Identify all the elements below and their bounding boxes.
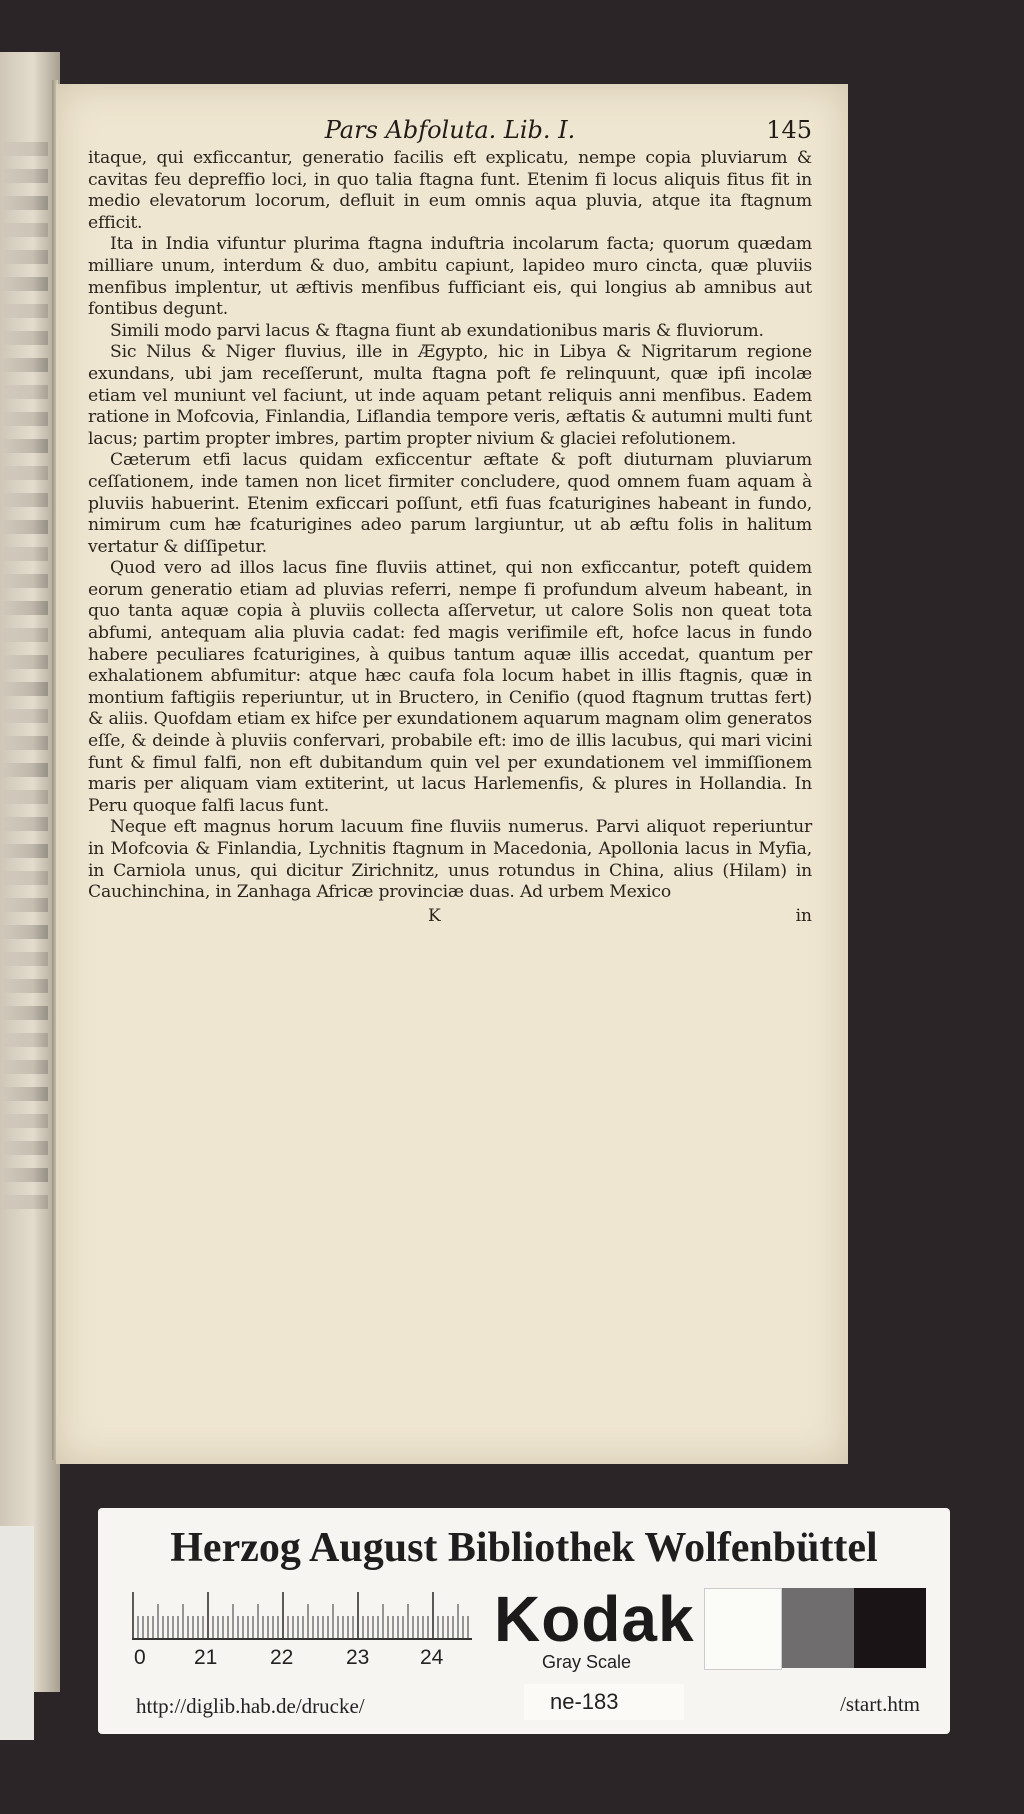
faint-text-fragment xyxy=(2,925,48,939)
ruler-label: 23 xyxy=(346,1646,370,1669)
paragraph: itaque, qui exficcantur, generatio facilis eft explicatu, nempe copia pluviarum & cavitas feu depreffio loci, in quo talia ftagna funt. Etenim fi locus aliquis fitus fit in medio elevatorum locorum, defluit in eum omnis aqua pluvia, atque ita ftagnum efficit. xyxy=(88,148,812,233)
black-swatch xyxy=(854,1588,926,1668)
faint-text-fragment xyxy=(2,196,48,210)
book-page xyxy=(56,84,848,1464)
faint-text-fragment xyxy=(2,223,48,237)
faint-text-fragment xyxy=(2,331,48,345)
color-calibration-bar xyxy=(98,1508,950,1734)
ruler-label: 21 xyxy=(194,1646,218,1669)
ruler-labels xyxy=(132,1646,472,1672)
faint-text-fragment xyxy=(2,358,48,372)
faint-text-fragment xyxy=(2,682,48,696)
faint-text-fragment xyxy=(2,385,48,399)
faint-text-fragment xyxy=(2,898,48,912)
ruler-label: 0 xyxy=(134,1646,146,1669)
faint-text-fragment xyxy=(2,574,48,588)
faint-text-fragment xyxy=(2,1195,48,1209)
library-title: Herzog August Bibliothek Wolfenbüttel xyxy=(170,1525,878,1571)
page-footer xyxy=(88,906,812,930)
catchword: in xyxy=(795,905,812,926)
faint-text-fragment xyxy=(2,250,48,264)
body-text xyxy=(88,148,812,904)
paragraph: Cæterum etfi lacus quidam exficcentur æftate & poft diuturnam pluviarum ceſſationem, inde tamen non licet firmiter concludere, quod omnem fuam aquam à pluviis habuerint. Etenim exficcari poſſunt, etfi fuas fcaturigines habeant in fundo, nimirum cum hæ fcaturigines adeo parum largiuntur, ut ab æftu folis in halitum vertatur & diſſipetur. xyxy=(88,450,812,557)
ruler-label: 24 xyxy=(420,1646,444,1669)
start-page-path: /start.htm xyxy=(840,1692,920,1716)
shelfmark-code: ne-183 xyxy=(524,1684,684,1720)
previous-page-fragments xyxy=(0,52,52,1692)
faint-text-fragment xyxy=(2,547,48,561)
faint-text-fragment xyxy=(2,655,48,669)
page-number: 145 xyxy=(766,116,812,144)
ruler-ticks xyxy=(132,1590,472,1640)
faint-text-fragment xyxy=(2,1168,48,1182)
faint-text-fragment xyxy=(2,790,48,804)
ruler xyxy=(132,1590,472,1680)
faint-text-fragment xyxy=(2,871,48,885)
faint-text-fragment xyxy=(2,466,48,480)
paragraph: Sic Nilus & Niger fluvius, ille in Ægypto, hic in Libya & Nigritarum regione exundans, ubi jam receſſerunt, multa ftagna poft fe relinquunt, quæ ipfi incolæ etiam vel muniunt vel faciunt, ut inde aquam petant reliquis anni menfibus. Eadem ratione in Mofcovia, Finlandia, Liflandia tempore veris, æftatis & autumni multi funt lacus; partim propter imbres, partim propter nivium & glaciei refolutionem. xyxy=(88,342,812,449)
ruler-label: 22 xyxy=(270,1646,294,1669)
faint-text-fragment xyxy=(2,817,48,831)
faint-text-fragment xyxy=(2,736,48,750)
left-card-edge xyxy=(0,1526,34,1740)
running-head-title: Pars Abfoluta. Lib. I. xyxy=(324,116,576,144)
gray-swatch xyxy=(782,1588,854,1668)
faint-text-fragment xyxy=(2,439,48,453)
faint-text-fragment xyxy=(2,844,48,858)
digital-library-url: http://diglib.hab.de/drucke/ xyxy=(136,1694,365,1718)
faint-text-fragment xyxy=(2,1060,48,1074)
gray-scale-label: Gray Scale xyxy=(542,1652,632,1672)
paragraph: Simili modo parvi lacus & ftagna fiunt ab exundationibus maris & fluviorum. xyxy=(110,320,764,341)
paragraph: Ita in India vifuntur plurima ftagna induftria incolarum facta; quorum quædam milliare unum, interdum & duo, ambitu capiunt, lapideo muro cincta, quæ pluviis menfibus implentur, ut æftivis menfibus fufficiant eis, qui longius ab amnibus aut fontibus degunt. xyxy=(88,234,812,320)
faint-text-fragment xyxy=(2,1087,48,1101)
faint-text-fragment xyxy=(2,493,48,507)
faint-text-fragment xyxy=(2,1141,48,1155)
running-head xyxy=(88,116,812,146)
faint-text-fragment xyxy=(2,1114,48,1128)
faint-text-fragment xyxy=(2,277,48,291)
faint-text-fragment xyxy=(2,952,48,966)
faint-text-fragment xyxy=(2,169,48,183)
paragraph: Quod vero ad illos lacus fine fluviis attinet, qui non exficcantur, poteft quidem eorum generatio etiam ad pluvias referri, nempe fi profundum alveum habeant, in quo tanta aquæ copia à pluviis collecta aſſervetur, ut calore Solis non queat tota abfumi, antequam alia pluvia cadat: fed magis verifimile eft, hofce lacus in fundo habere peculiares fcaturigines, à quibus tantum aquæ illis accedat, quantum per exhalationem abfumitur: atque hæc caufa fola locum habet in illis ftagnis, quæ in montium faftigiis reperiuntur, ut in Bructero, in Cenifio (quod ftagnum truttas fert) & aliis. Quofdam etiam ex hifce per exundationem aquarum magnam olim generatos eſſe, & deinde à pluviis confervari, probabile eft: imo de illis lacubus, qui mari vicini funt & fimul falfi, non eft dubitandum quin vel per exundationem vel immiſſionem maris per aliquam viam extiterint, ut lacus Harlemenfis, & plures in Hollandia. In Peru quoque falfi lacus funt. xyxy=(88,558,812,816)
page-content xyxy=(88,116,812,930)
white-swatch xyxy=(704,1588,782,1670)
faint-text-fragment xyxy=(2,628,48,642)
paragraph: Neque eft magnus horum lacuum fine fluviis numerus. Parvi aliquot reperiuntur in Mofcovia & Finlandia, Lychnitis ftagnum in Macedonia, Apollonia lacus in Myfia, in Carniola unus, qui dicitur Zirichnitz, unus rotundus in China, alius (Hilam) in Cauchinchina, in Zanhaga Africæ provinciæ duas. Ad urbem Mexico xyxy=(88,817,812,903)
faint-text-fragment xyxy=(2,979,48,993)
previous-page-edge xyxy=(0,52,60,1692)
faint-text-fragment xyxy=(2,142,48,156)
faint-text-fragment xyxy=(2,1033,48,1047)
faint-text-fragment xyxy=(2,1006,48,1020)
faint-text-fragment xyxy=(2,709,48,723)
faint-text-fragment xyxy=(2,304,48,318)
faint-text-fragment xyxy=(2,601,48,615)
faint-text-fragment xyxy=(2,763,48,777)
signature-mark: K xyxy=(428,905,441,926)
faint-text-fragment xyxy=(2,412,48,426)
kodak-logo: Kodak xyxy=(494,1583,695,1655)
faint-text-fragment xyxy=(2,520,48,534)
